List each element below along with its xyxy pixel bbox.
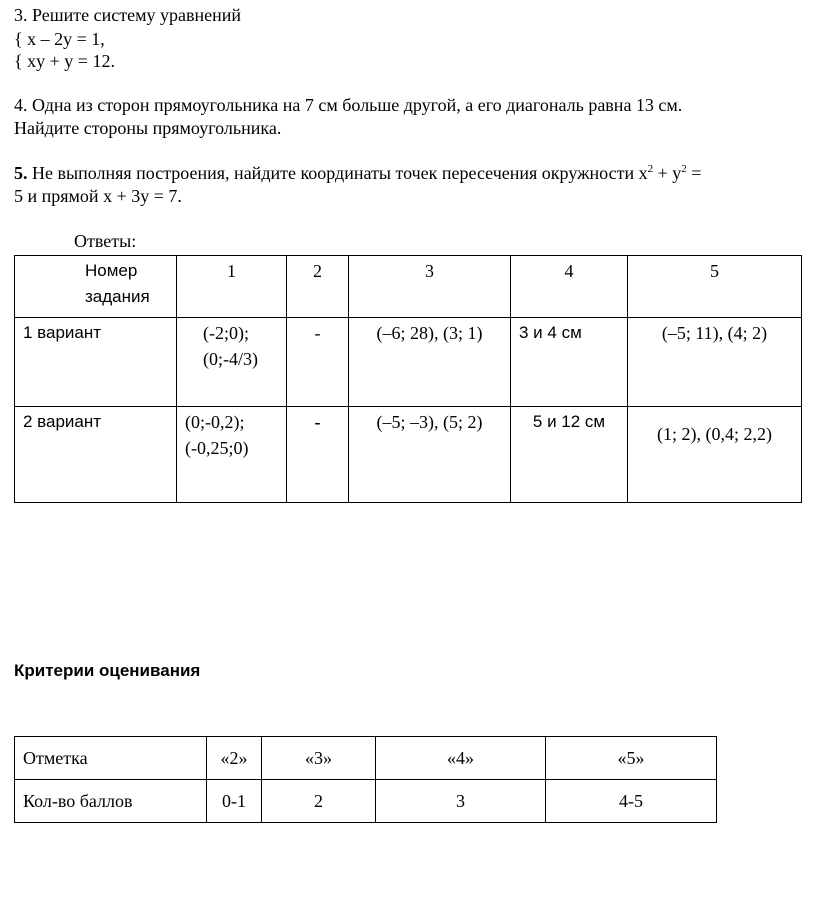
task5-text: Не выполняя построения, найдите координаты точек пересечения окружности x — [32, 163, 648, 183]
header-cell-task-number: Номер задания — [15, 256, 177, 318]
variant-2-answer-5: (1; 2), (0,4; 2,2) — [628, 407, 802, 503]
task5-number: 5. — [14, 163, 28, 183]
criteria-table — [14, 736, 717, 823]
criteria-points-label: Кол-во баллов — [15, 780, 207, 823]
criteria-header-mark: Отметка — [15, 737, 207, 780]
criteria-points-5: 4-5 — [546, 780, 717, 823]
answers-row-variant-1 — [15, 318, 802, 407]
variant-1-answer-1: (-2;0); (0;-4/3) — [177, 318, 287, 407]
answers-table — [14, 255, 802, 503]
header-cell-4: 4 — [511, 256, 628, 318]
header-cell-3: 3 — [349, 256, 511, 318]
header-cell-1: 1 — [177, 256, 287, 318]
task4-line-2: Найдите стороны прямоугольника. — [14, 118, 282, 138]
criteria-title: Критерии оценивания — [14, 661, 201, 680]
answers-header-row — [15, 256, 802, 318]
criteria-points-3: 2 — [262, 780, 376, 823]
criteria-header-4: «4» — [376, 737, 546, 780]
variant-2-answer-2: - — [287, 407, 349, 503]
criteria-points-row — [15, 780, 717, 823]
variant-2-answer-3: (–5; –3), (5; 2) — [349, 407, 511, 503]
criteria-header-5: «5» — [546, 737, 717, 780]
header-cell-2: 2 — [287, 256, 349, 318]
task3-equation-2: { xy + y = 12. — [14, 51, 115, 71]
variant-1-label: 1 вариант — [15, 318, 177, 407]
criteria-header-3: «3» — [262, 737, 376, 780]
variant-1-answer-3: (–6; 28), (3; 1) — [349, 318, 511, 407]
task3-title: 3. Решите систему уравнений — [14, 5, 241, 25]
variant-2-label: 2 вариант — [15, 407, 177, 503]
criteria-points-4: 3 — [376, 780, 546, 823]
task5-line-2: 5 и прямой x + 3y = 7. — [14, 186, 182, 206]
variant-2-answer-1: (0;-0,2); (-0,25;0) — [177, 407, 287, 503]
variant-1-answer-5: (–5; 11), (4; 2) — [628, 318, 802, 407]
task3-equation-1: { x – 2y = 1, — [14, 29, 105, 49]
variant-1-answer-4: 3 и 4 см — [511, 318, 628, 407]
answers-row-variant-2 — [15, 407, 802, 503]
variant-2-answer-4: 5 и 12 см — [511, 407, 628, 503]
task5-line-1 — [14, 162, 701, 184]
answers-label: Ответы: — [74, 231, 137, 251]
task5-equals: = — [686, 163, 702, 183]
task5-exp-y: 2 — [681, 163, 687, 175]
criteria-header-row — [15, 737, 717, 780]
task5-exp-x: 2 — [647, 163, 654, 175]
criteria-header-2: «2» — [207, 737, 262, 780]
variant-1-answer-2: - — [287, 318, 349, 407]
task4-line-1: 4. Одна из сторон прямоугольника на 7 см больше другой, а его диагональ равна 13 см. — [14, 95, 683, 115]
header-cell-5: 5 — [628, 256, 802, 318]
task5-plus: + y — [653, 163, 682, 183]
criteria-points-2: 0-1 — [207, 780, 262, 823]
